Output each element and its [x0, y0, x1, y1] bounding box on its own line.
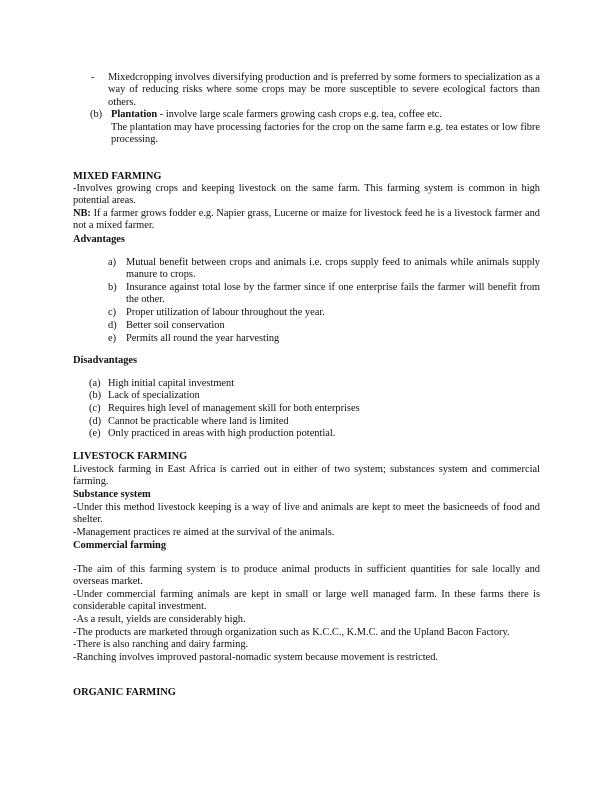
- substance-line: -Management practices re aimed at the survival of the animals.: [73, 527, 335, 538]
- commercial-line: -The aim of this farming system is to produce animal products in sufficient quantities for sale locally and overseas market.: [73, 564, 540, 588]
- nb-label: NB:: [73, 208, 91, 219]
- list-item: Cannot be practicable where land is limited: [108, 416, 289, 427]
- commercial-line: -Under commercial farming animals are kept in small or large well managed farm. In these farms there is considerable capital investment.: [73, 589, 540, 613]
- list-marker: (c): [89, 403, 101, 414]
- list-item: High initial capital investment: [108, 378, 235, 389]
- list-marker: (d): [89, 416, 102, 427]
- section-heading-mixed-farming: MIXED FARMING: [73, 171, 162, 182]
- list-item: Mutual benefit between crops and animals i.e. crops supply feed to animals while animals supply manure to crops.: [126, 257, 540, 281]
- list-marker: (b): [90, 109, 103, 120]
- list-marker: b): [108, 282, 117, 293]
- list-marker: (e): [89, 428, 101, 439]
- mixed-farming-para: -Involves growing crops and keeping livestock on the same farm. This farming system is common in high potential areas.: [73, 183, 540, 207]
- list-item: Requires high level of management skill for both enterprises: [108, 403, 360, 414]
- list-item: Only practiced in areas with high production potential.: [108, 428, 336, 439]
- plantation-item: [111, 109, 540, 121]
- plantation-text-2: The plantation may have processing factories for the crop on the same farm e.g. tea estates or low fibre processing.: [111, 122, 540, 146]
- nb-text: If a farmer grows fodder e.g. Napier grass, Lucerne or maize for livestock feed he is a livestock farmer and not a mixed farmer.: [73, 208, 540, 232]
- substance-line: -Under this method livestock keeping is a way of live and animals are kept to meet the basicneeds of food and shelter.: [73, 502, 540, 526]
- disadvantages-heading: Disadvantages: [73, 355, 138, 366]
- list-marker: c): [108, 307, 117, 318]
- commercial-line: -The products are marketed through organization such as K.C.C., K.M.C. and the Upland Bacon Factory.: [73, 627, 510, 638]
- list-marker: e): [108, 333, 117, 344]
- list-item: Insurance against total lose by the farmer since if one enterprise fails the farmer will benefit from the other.: [126, 282, 540, 306]
- advantages-heading: Advantages: [73, 234, 125, 245]
- list-marker: d): [108, 320, 117, 331]
- list-item: Lack of specialization: [108, 390, 200, 401]
- commercial-line: -As a result, yields are considerably high.: [73, 614, 246, 625]
- list-item: Proper utilization of labour throughout the year.: [126, 307, 325, 318]
- section-heading-livestock-farming: LIVESTOCK FARMING: [73, 451, 188, 462]
- mixed-cropping-text: Mixedcropping involves diversifying production and is preferred by some formers to specialization as a way of reducing risks where some crops may be more susceptible to severe ecological factors than others.: [108, 72, 540, 108]
- bullet-marker: -: [91, 72, 95, 83]
- commercial-line: -There is also ranching and dairy farming.: [73, 639, 249, 650]
- livestock-para: Livestock farming in East Africa is carried out in either of two system; substances system and commercial farming.: [73, 464, 540, 488]
- commercial-line: -Ranching involves improved pastoral-nomadic system because movement is restricted.: [73, 652, 439, 663]
- list-item: Better soil conservation: [126, 320, 225, 331]
- plantation-term: Plantation: [111, 109, 158, 120]
- nb-note: [73, 208, 540, 233]
- list-marker: (a): [89, 378, 101, 389]
- substance-heading: Substance system: [73, 489, 151, 500]
- list-marker: a): [108, 257, 117, 268]
- plantation-text: - involve large scale farmers growing cash crops e.g. tea, coffee etc.: [157, 109, 442, 120]
- commercial-heading: Commercial farming: [73, 540, 167, 551]
- list-item: Permits all round the year harvesting: [126, 333, 280, 344]
- section-heading-organic-farming: ORGANIC FARMING: [73, 687, 176, 698]
- list-marker: (b): [89, 390, 102, 401]
